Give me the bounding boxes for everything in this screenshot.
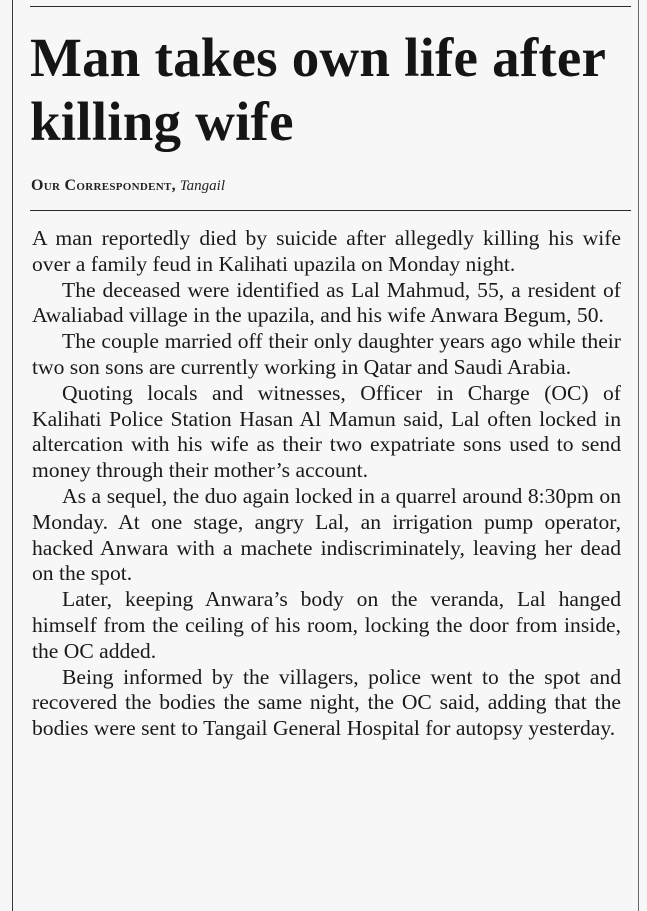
- paragraph: Being informed by the villagers, police went to the spot and recovered the bodies the same night, the OC said, adding that the bodies were sent to Tangail General Hospital for autopsy yesterday.: [32, 664, 621, 741]
- byline: [31, 177, 225, 195]
- right-border-rule: [638, 0, 639, 911]
- top-rule: [30, 6, 631, 7]
- byline-author: Our Correspondent,: [31, 177, 176, 194]
- paragraph: The deceased were identified as Lal Mahmud, 55, a resident of Awaliabad village in the upazila, and his wife Anwara Begum, 50.: [32, 277, 621, 328]
- byline-rule: [30, 210, 631, 211]
- paragraph: Later, keeping Anwara’s body on the veranda, Lal hanged himself from the ceiling of his room, locking the door from inside, the OC added.: [32, 587, 621, 663]
- byline-location: Tangail: [179, 178, 226, 194]
- paragraph: As a sequel, the duo again locked in a quarrel around 8:30pm on Monday. At one stage, angry Lal, an irrigation pump operator, hacked Anwara with a machete indiscriminately, leaving her dead on the spot.: [32, 483, 621, 586]
- paragraph: The couple married off their only daughter years ago while their two son sons are currently working in Qatar and Saudi Arabia.: [32, 329, 621, 379]
- left-border-rule: [12, 0, 13, 911]
- article-body: [32, 226, 621, 742]
- paragraph: Quoting locals and witnesses, Officer in Charge (OC) of Kalihati Police Station Hasan Al Mamun said, Lal often locked in altercation with his wife as their two expatriate sons used to send money through their mother’s account.: [32, 380, 621, 483]
- headline: Man takes own life after killing wife: [30, 27, 606, 152]
- paragraph: A man reportedly died by suicide after allegedly killing his wife over a family feud in Kalihati upazila on Monday night.: [32, 226, 621, 276]
